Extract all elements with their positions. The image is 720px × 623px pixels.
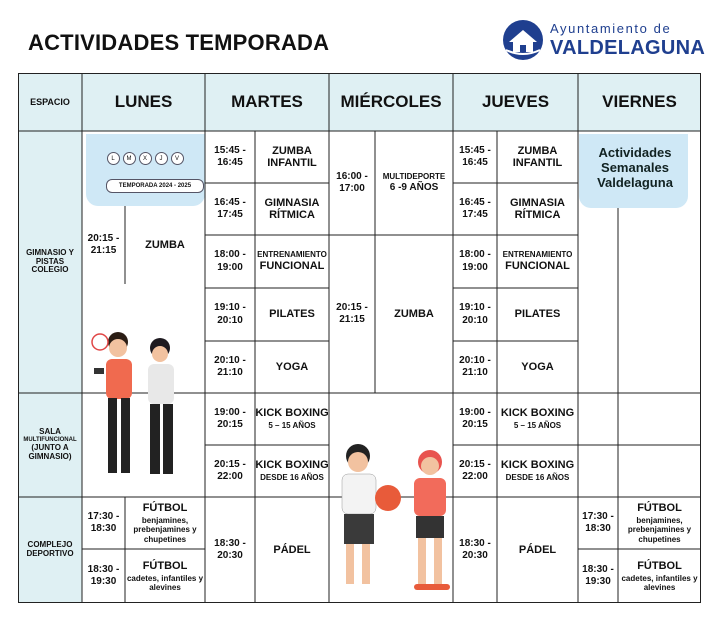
martes-time-7: 20:15 - 22:00 bbox=[214, 458, 246, 482]
viernes-futbol1-title: FÚTBOL bbox=[637, 501, 682, 514]
jueves-time-7: 20:15 - 22:00 bbox=[459, 458, 491, 482]
weekday-badge: X bbox=[139, 152, 152, 165]
lunes-futbol1-sub: benjamines, prebenjamines y chupetines bbox=[133, 515, 197, 544]
page-title: ACTIVIDADES TEMPORADA bbox=[28, 30, 330, 55]
jueves-activity-3-top: ENTRENAMIENTO bbox=[502, 249, 573, 259]
viernes-futbol2-time: 18:30 - 19:30 bbox=[582, 563, 614, 587]
lunes-futbol2-time: 18:30 - 19:30 bbox=[87, 563, 120, 587]
space-gimnasio: GIMNASIO Y PISTAS COLEGIO bbox=[18, 131, 82, 393]
jueves-time-1: 15:45 - 16:45 bbox=[459, 144, 491, 168]
town-emblem-icon bbox=[500, 18, 546, 62]
martes-time-6: 19:00 - 20:15 bbox=[214, 406, 246, 430]
lunes-futbol2-title: FÚTBOL bbox=[142, 559, 188, 572]
viernes-futbol1-time: 17:30 - 18:30 bbox=[582, 510, 614, 534]
jueves-activity-7-sub: DESDE 16 AÑOS bbox=[505, 472, 570, 482]
header-miercoles: MIÉRCOLES bbox=[329, 73, 453, 131]
weekday-badges bbox=[90, 152, 200, 165]
weekday-badge: J bbox=[155, 152, 168, 165]
martes-time-4: 19:10 - 20:10 bbox=[214, 302, 246, 326]
space-sala-name: SALA bbox=[39, 427, 61, 437]
martes-activity-1: ZUMBA INFANTIL bbox=[267, 144, 317, 169]
header-martes: MARTES bbox=[205, 73, 329, 131]
miercoles-time-2: 20:15 - 21:15 bbox=[336, 301, 368, 325]
weekday-badge: V bbox=[171, 152, 184, 165]
jueves-activity-6-title: KICK BOXING bbox=[500, 407, 575, 420]
jueves-time-2: 16:45 - 17:45 bbox=[459, 196, 491, 220]
space-sala-type: MULTIFUNCIONAL bbox=[23, 437, 77, 444]
lunes-futbol1-title: FÚTBOL bbox=[142, 501, 188, 514]
martes-time-3: 18:00 - 19:00 bbox=[214, 249, 246, 273]
martes-activity-7-sub: DESDE 16 AÑOS bbox=[260, 472, 324, 482]
jueves-activity-2: GIMNASIA RÍTMICA bbox=[510, 196, 565, 221]
header-espacio: ESPACIO bbox=[18, 73, 82, 131]
lunes-futbol1-time: 17:30 - 18:30 bbox=[87, 510, 120, 534]
space-sala-note: (JUNTO A GIMNASIO) bbox=[28, 442, 72, 461]
martes-activity-3-top: ENTRENAMIENTO bbox=[257, 249, 327, 259]
viernes-futbol2-title: FÚTBOL bbox=[637, 559, 682, 572]
lunes-zumba: ZUMBA bbox=[145, 238, 185, 251]
martes-activity-5: YOGA bbox=[275, 360, 309, 373]
lunes-zumba-time: 20:15 - 21:15 bbox=[87, 232, 120, 256]
space-complejo: COMPLEJO DEPORTIVO bbox=[18, 497, 82, 603]
miercoles-activity-2: ZUMBA bbox=[394, 307, 434, 320]
jueves-time-5: 20:10 - 21:10 bbox=[459, 354, 491, 378]
logo-line-1: Ayuntamiento de bbox=[550, 21, 672, 36]
martes-activity-4: PILATES bbox=[269, 308, 315, 321]
viernes-futbol2-sub: cadetes, infantiles y alevines bbox=[621, 573, 698, 592]
martes-time-5: 20:10 - 21:10 bbox=[214, 354, 246, 378]
jueves-time-3: 18:00 - 19:00 bbox=[459, 249, 491, 273]
jueves-activity-5: YOGA bbox=[521, 360, 554, 373]
jueves-activity-1: ZUMBA INFANTIL bbox=[512, 144, 563, 169]
martes-activity-2: GIMNASIA RÍTMICA bbox=[264, 196, 320, 221]
viernes-futbol1-sub: benjamines, prebenjamines y chupetines bbox=[627, 515, 692, 544]
jueves-activity-7-title: KICK BOXING bbox=[500, 459, 575, 472]
jueves-activity-3-bottom: FUNCIONAL bbox=[505, 259, 570, 272]
jueves-time-6: 19:00 - 20:15 bbox=[459, 406, 491, 430]
martes-activity-6-sub: 5 – 15 AÑOS bbox=[268, 420, 316, 430]
weekday-badge: M bbox=[123, 152, 136, 165]
fitness-couple-illustration bbox=[88, 328, 198, 498]
jueves-time-4: 19:10 - 20:10 bbox=[459, 302, 491, 326]
martes-activity-8: PÁDEL bbox=[273, 543, 311, 556]
martes-activity-6-title: KICK BOXING bbox=[255, 407, 329, 420]
martes-activity-3-bottom: FUNCIONAL bbox=[259, 259, 325, 272]
jueves-activity-4: PILATES bbox=[514, 308, 561, 321]
town-logo bbox=[500, 18, 706, 62]
jueves-activity-8: PÁDEL bbox=[518, 543, 557, 556]
miercoles-activity-1-top: MULTIDEPORTE bbox=[382, 171, 446, 181]
lunes-futbol2-sub: cadetes, infantiles y alevines bbox=[126, 573, 204, 592]
martes-time-1: 15:45 - 16:45 bbox=[214, 144, 246, 168]
martes-time-2: 16:45 - 17:45 bbox=[214, 196, 246, 220]
miercoles-activity-1-bottom: 6 -9 AÑOS bbox=[389, 181, 439, 193]
miercoles-time-1: 16:00 - 17:00 bbox=[336, 170, 368, 194]
martes-activity-7-title: KICK BOXING bbox=[255, 459, 329, 472]
weekday-badge: L bbox=[107, 152, 120, 165]
header-lunes: LUNES bbox=[82, 73, 205, 131]
kids-sports-illustration bbox=[330, 440, 470, 600]
viernes-tile-text: Actividades Semanales Valdelaguna bbox=[597, 145, 673, 190]
header-viernes: VIERNES bbox=[578, 73, 701, 131]
season-label: TEMPORADA 2024 - 2025 bbox=[106, 179, 204, 193]
header-jueves: JUEVES bbox=[453, 73, 578, 131]
jueves-activity-6-sub: 5 – 15 AÑOS bbox=[513, 420, 562, 430]
martes-time-8: 18:30 - 20:30 bbox=[214, 537, 246, 561]
logo-line-2: VALDELAGUNA bbox=[550, 37, 706, 59]
jueves-time-8: 18:30 - 20:30 bbox=[459, 537, 491, 561]
